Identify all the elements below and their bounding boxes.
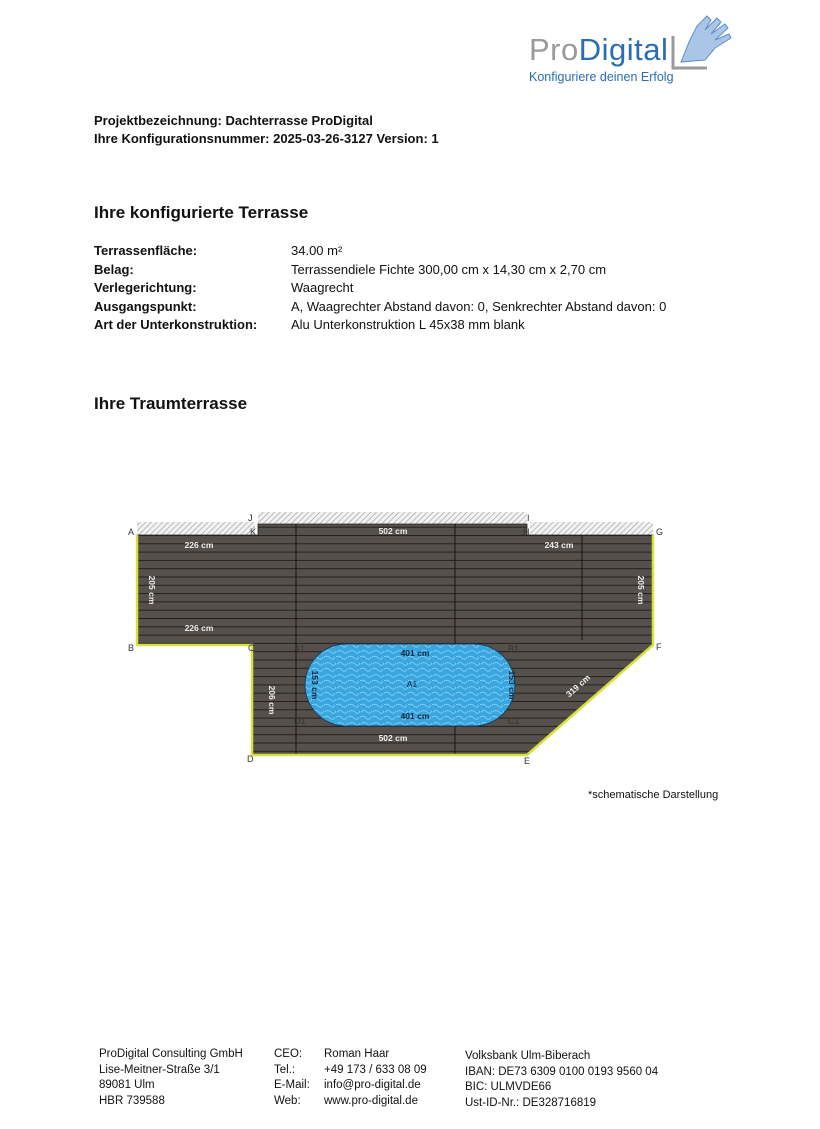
pool-dim-bottom: 401 cm bbox=[400, 711, 430, 721]
footer-bank bbox=[465, 1049, 658, 1111]
hand-icon bbox=[667, 12, 737, 72]
dim-cd: 206 cm bbox=[267, 685, 277, 715]
project-name: Projektbezeichnung: Dachterrasse ProDigital bbox=[94, 113, 373, 128]
spec-value: A, Waagrechter Abstand davon: 0, Senkrechter Abstand davon: 0 bbox=[291, 298, 667, 314]
point-e: E bbox=[524, 756, 531, 766]
footer-line: 89081 Ulm bbox=[99, 1079, 155, 1091]
footer-line: Ust-ID-Nr.: DE328716819 bbox=[465, 1096, 597, 1109]
dim-top-right: 243 cm bbox=[544, 540, 574, 550]
footer-line: HBR 739588 bbox=[99, 1094, 165, 1107]
project-info bbox=[94, 112, 439, 148]
point-a: A bbox=[128, 527, 135, 537]
dim-de: 502 cm bbox=[378, 733, 408, 743]
spec-value: Alu Unterkonstruktion L 45x38 mm blank bbox=[291, 317, 525, 332]
dim-top-mid: 502 cm bbox=[378, 526, 408, 536]
spec-row bbox=[94, 316, 666, 335]
point-d1: D1 bbox=[294, 716, 306, 726]
spec-value: 34.00 m² bbox=[291, 243, 343, 258]
configured-heading: Ihre konfigurierte Terrasse bbox=[94, 203, 309, 222]
point-k: K bbox=[250, 527, 257, 537]
footer-web[interactable]: www.pro-digital.de bbox=[324, 1094, 418, 1107]
dim-ef: 319 cm bbox=[563, 672, 593, 700]
point-i: I bbox=[527, 513, 530, 523]
config-number: Ihre Konfigurationsnummer: 2025-03-26-3127 Version: 1 bbox=[94, 131, 439, 146]
spec-label: Belag: bbox=[94, 261, 134, 277]
point-b1: B1 bbox=[508, 644, 520, 654]
dream-heading: Ihre Traumterrasse bbox=[94, 394, 248, 413]
dim-top-left: 226 cm bbox=[184, 540, 214, 550]
footer-key: Web: bbox=[274, 1094, 301, 1107]
spec-row bbox=[94, 242, 666, 261]
point-f: F bbox=[656, 642, 662, 652]
pool-label: A1 bbox=[406, 679, 418, 689]
spec-value: Waagrecht bbox=[291, 280, 354, 295]
point-b: B bbox=[128, 643, 135, 653]
point-j: J bbox=[248, 513, 253, 523]
spec-value: Terrassendiele Fichte 300,00 cm x 14,30 cm x 2,70 cm bbox=[291, 261, 607, 277]
wall-left bbox=[137, 522, 255, 535]
spec-label: Art der Unterkonstruktion: bbox=[94, 317, 258, 332]
logo-tagline: Konfiguriere deinen Erfolg bbox=[529, 70, 674, 84]
point-h: H bbox=[523, 527, 530, 537]
prodigital-logo bbox=[527, 12, 737, 88]
spec-label: Verlegerichtung: bbox=[94, 280, 197, 295]
logo-pro: Pro bbox=[529, 32, 579, 67]
point-d: D bbox=[247, 754, 254, 764]
footer-line: IBAN: DE73 6309 0100 0193 9560 04 bbox=[465, 1065, 659, 1078]
footer-key: CEO: bbox=[274, 1048, 303, 1060]
pool-dim-left: 153 cm bbox=[310, 670, 320, 700]
footer-key: E-Mail: bbox=[274, 1079, 310, 1091]
point-a1: A1 bbox=[294, 644, 306, 654]
wall-mid bbox=[258, 512, 527, 524]
terrace-diagram bbox=[120, 505, 680, 775]
spec-label: Terrassenfläche: bbox=[94, 243, 198, 258]
pool-dim-top: 401 cm bbox=[400, 648, 430, 658]
footer-company bbox=[99, 1047, 243, 1109]
spec-row bbox=[94, 279, 666, 298]
spec-row bbox=[94, 261, 666, 280]
footer-line: Volksbank Ulm-Biberach bbox=[465, 1050, 591, 1062]
footer-phone: +49 173 / 633 08 09 bbox=[324, 1063, 427, 1076]
footer-email[interactable]: info@pro-digital.de bbox=[324, 1079, 421, 1091]
dim-bc: 226 cm bbox=[184, 623, 214, 633]
point-c1: C1 bbox=[508, 716, 520, 726]
point-c: C bbox=[248, 643, 255, 653]
spec-row bbox=[94, 298, 666, 317]
footer-ceo: Roman Haar bbox=[324, 1048, 390, 1060]
dim-right: 205 cm bbox=[636, 575, 646, 605]
footer-line: Lise-Meitner-Straße 3/1 bbox=[99, 1063, 220, 1076]
pool-dim-right: 153 cm bbox=[507, 670, 517, 700]
spec-label: Ausgangspunkt: bbox=[94, 298, 197, 314]
spec-table bbox=[94, 242, 666, 335]
footer-contact bbox=[274, 1047, 427, 1109]
logo-digital: Digital bbox=[578, 32, 669, 67]
footer-key: Tel.: bbox=[274, 1063, 296, 1076]
footer-line: ProDigital Consulting GmbH bbox=[99, 1048, 243, 1060]
wall-right bbox=[530, 522, 653, 535]
footer-line: BIC: ULMVDE66 bbox=[465, 1081, 552, 1093]
point-g: G bbox=[656, 527, 664, 537]
dim-left: 205 cm bbox=[147, 575, 157, 605]
schematic-note: *schematische Darstellung bbox=[588, 789, 719, 801]
